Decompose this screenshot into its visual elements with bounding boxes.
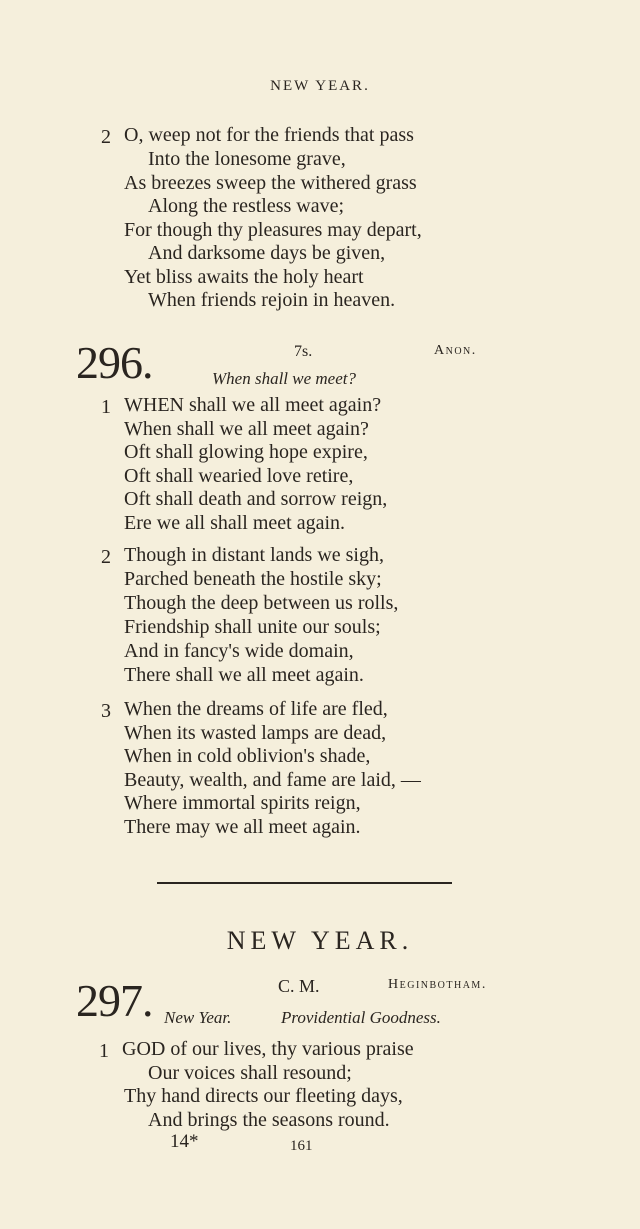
- verse-line: When shall we all meet again?: [124, 418, 369, 440]
- hymn-number: 297.: [76, 975, 153, 1026]
- verse-line: Our voices shall resound;: [148, 1062, 352, 1084]
- verse-line: Thy hand directs our fleeting days,: [124, 1085, 403, 1107]
- verse-line: Oft shall death and sorrow reign,: [124, 488, 388, 510]
- verse-line: For though thy pleasures may depart,: [124, 219, 422, 241]
- hymn-number: 296.: [76, 337, 153, 388]
- verse-line: When friends rejoin in heaven.: [148, 289, 396, 311]
- verse-line: When the dreams of life are fled,: [124, 698, 388, 720]
- verse-line: There shall we all meet again.: [124, 664, 364, 686]
- verse-line: Though the deep between us rolls,: [124, 592, 399, 614]
- hymn-subtitle: When shall we meet?: [212, 369, 356, 388]
- verse-line: Though in distant lands we sigh,: [124, 544, 384, 566]
- verse-line: When in cold oblivion's shade,: [124, 745, 371, 767]
- page-number: 161: [290, 1138, 313, 1154]
- hymn-author: Heginbotham.: [388, 977, 487, 992]
- verse-number: 1: [99, 1040, 109, 1062]
- verse-number: 1: [101, 396, 111, 418]
- hymn-author: Anon.: [434, 343, 477, 358]
- verse-line: Where immortal spirits reign,: [124, 792, 361, 814]
- verse-number: 2: [101, 546, 111, 568]
- verse-line: Ere we all shall meet again.: [124, 512, 346, 534]
- verse-line: Yet bliss awaits the holy heart: [124, 266, 364, 288]
- verse-line: Friendship shall unite our souls;: [124, 616, 381, 638]
- hymn-meter: 7s.: [294, 343, 313, 360]
- verse-line: There may we all meet again.: [124, 816, 361, 838]
- verse-number: 2: [101, 126, 111, 148]
- hymn-subtitle: Providential Goodness.: [281, 1008, 441, 1027]
- verse-line: Along the restless wave;: [148, 195, 345, 217]
- verse-line: And brings the seasons round.: [148, 1109, 390, 1131]
- verse-line: Oft shall glowing hope expire,: [124, 441, 368, 463]
- section-divider: [157, 882, 452, 884]
- running-head: NEW YEAR.: [270, 78, 370, 94]
- verse-line: And in fancy's wide domain,: [124, 640, 354, 662]
- verse-line: O, weep not for the friends that pass: [124, 124, 414, 146]
- verse-line: As breezes sweep the withered grass: [124, 172, 417, 194]
- hymn-subtitle: New Year.: [164, 1008, 232, 1027]
- hymn-meter: C. M.: [278, 976, 320, 996]
- verse-line: Oft shall wearied love retire,: [124, 465, 354, 487]
- verse-line: When its wasted lamps are dead,: [124, 722, 387, 744]
- verse-line: Into the lonesome grave,: [148, 148, 346, 170]
- verse-number: 3: [101, 700, 111, 722]
- verse-line: And darksome days be given,: [148, 242, 386, 264]
- signature-mark: 14*: [170, 1131, 199, 1152]
- verse-line: WHEN shall we all meet again?: [124, 394, 382, 416]
- section-title: NEW YEAR.: [226, 926, 414, 955]
- verse-line: GOD of our lives, thy various praise: [122, 1038, 414, 1060]
- verse-line: Beauty, wealth, and fame are laid, —: [124, 769, 421, 791]
- verse-line: Parched beneath the hostile sky;: [124, 568, 382, 590]
